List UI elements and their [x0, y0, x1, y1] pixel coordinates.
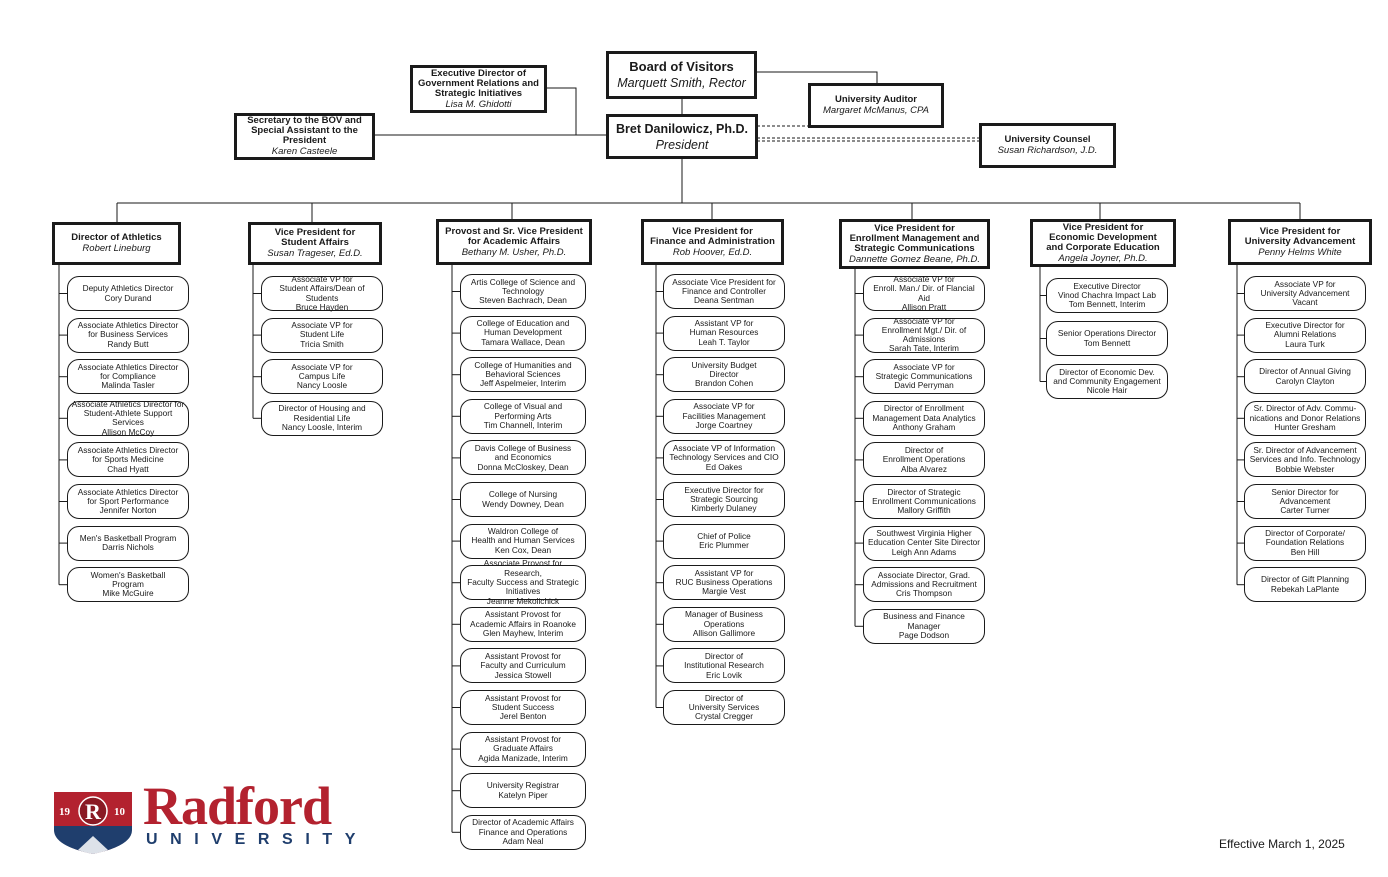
logo-subtitle: UNIVERSITY [146, 831, 369, 848]
column-head-3 [436, 219, 592, 265]
position-box [67, 359, 189, 394]
position-box [663, 524, 785, 559]
position-box [460, 440, 586, 475]
position-text: Director of Institutional Research Eric Lovik [684, 650, 764, 680]
position-box [67, 567, 189, 602]
position-box [460, 399, 586, 434]
position-text: Executive Director for Strategic Sourcing Kimberly Dulaney [684, 484, 764, 514]
counsel-box [979, 123, 1116, 168]
position-box [1046, 364, 1168, 399]
position-text: Sr. Director of Advancement Services and Info. Technology Bobbie Webster [1249, 444, 1361, 474]
position-text: Director of University Services Crystal Cregger [688, 692, 760, 722]
position-text: Senior Director for Advancement Carter Turner [1271, 486, 1339, 516]
column-head-1 [52, 222, 181, 265]
position-box [67, 442, 189, 477]
position-text: Deputy Athletics Director Cory Durand [82, 283, 174, 303]
position-text: Associate VP for Enrollment Mgt./ Dir. of Admissions Sarah Tate, Interim [881, 315, 967, 354]
position-text: Assistant VP for Human Resources Leah T. Taylor [689, 318, 759, 347]
position-box [67, 484, 189, 519]
position-box [67, 398, 189, 437]
position-box [663, 648, 785, 683]
position-box [261, 318, 383, 353]
position-box [863, 315, 985, 354]
logo-wordmark: Radford [143, 776, 332, 836]
position-text: Executive Director Vinod Chachra Impact Lab Tom Bennett, Interim [1057, 280, 1157, 310]
gov-relations-title: Executive Director of Government Relations and Strategic Initiatives [418, 67, 539, 99]
column-head-2 [248, 222, 382, 265]
counsel-title: University Counsel [1004, 134, 1091, 145]
position-box [863, 401, 985, 436]
position-box [663, 274, 785, 309]
position-box [460, 607, 586, 642]
position-box [863, 526, 985, 561]
position-box [663, 482, 785, 517]
position-box [460, 316, 586, 351]
column-head-title: Vice President for Finance and Administration [650, 225, 775, 247]
position-box [1046, 278, 1168, 313]
seal-year-left: 19 [59, 806, 70, 818]
position-text: Associate VP for Student Affairs/Dean of Students Bruce Hayden [279, 273, 365, 312]
position-text: Sr. Director of Adv. Commu- nications and Donor Relations Hunter Gresham [1249, 403, 1361, 432]
column-head-title: Vice President for University Advancement [1244, 225, 1356, 247]
position-box [663, 399, 785, 434]
position-text: Associate Athletics Director for Student-Athlete Support Services Allison McCoy [71, 398, 185, 437]
position-text: Assistant Provost for Graduate Affairs Agida Manizade, Interim [478, 734, 568, 763]
position-text: Associate VP for Enroll. Man./ Dir. of Flancial Aid Allison Pratt [873, 273, 975, 312]
position-box [460, 690, 586, 725]
secretary-title: Secretary to the BOV and Special Assistant to the President [247, 115, 362, 146]
auditor-box [808, 83, 944, 128]
column-head-7 [1228, 219, 1372, 265]
position-text: Associate VP for Student Life Tricia Smith [291, 320, 353, 349]
position-text: Associate Provost for Research, Faculty Success and Strategic Initiatives Jeanne Mekolichick [467, 558, 579, 606]
president-name: Bret Danilowicz, Ph.D. [616, 121, 748, 136]
auditor-title: University Auditor [835, 94, 917, 105]
seal-year-right: 10 [114, 806, 125, 818]
position-text: Men's Basketball Program Darris Nichols [79, 532, 177, 553]
position-box [863, 442, 985, 477]
position-text: Business and Finance Manager Page Dodson [883, 611, 965, 640]
seal-letter: R [85, 799, 101, 824]
position-box [663, 357, 785, 392]
position-text: Director of Strategic Enrollment Communications Mallory Griffith [872, 486, 976, 516]
position-text: Associate Athletics Director for Sports Medicine Chad Hyatt [77, 444, 179, 474]
position-text: Director of Economic Dev. and Community Engagement Nicole Hair [1053, 366, 1161, 396]
auditor-name: Margaret McManus, CPA [823, 105, 929, 116]
position-text: Director of Gift Planning Rebekah LaPlante [1260, 574, 1350, 594]
column-head-name: Penny Helms White [1258, 246, 1342, 258]
position-box [1244, 318, 1366, 353]
position-text: Women's Basketball Program Mike McGuire [90, 569, 166, 599]
column-head-name: Dannette Gomez Beane, Ph.D. [849, 253, 980, 265]
position-text: College of Humanities and Behavioral Sciences Jeff Aspelmeier, Interim [474, 359, 572, 389]
position-text: College of Education and Human Development Tamara Wallace, Dean [476, 318, 570, 347]
position-text: Director of Housing and Residential Life Nancy Loosle, Interim [278, 403, 366, 432]
position-box [261, 273, 383, 312]
column-head-title: Vice President for Student Affairs [274, 227, 356, 248]
position-box [1244, 401, 1366, 436]
position-box [863, 609, 985, 644]
column-head-title: Vice President for Economic Development and Corporate Education [1046, 221, 1160, 253]
position-text: Associate Athletics Director for Business Services Randy Butt [77, 320, 179, 349]
counsel-name: Susan Richardson, J.D. [997, 145, 1098, 156]
position-text: Chief of Police Eric Plummer [697, 530, 751, 551]
position-text: Director of Enrollment Operations Alba Alvarez [882, 444, 966, 474]
board-title: Board of Visitors [629, 59, 734, 74]
position-box [663, 565, 785, 600]
column-head-name: Robert Lineburg [82, 243, 151, 254]
position-box [1244, 442, 1366, 477]
column-head-name: Susan Trageser, Ed.D. [267, 248, 363, 259]
position-text: University Budget Director Brandon Cohen [691, 359, 757, 389]
column-head-5 [839, 219, 990, 269]
position-box [460, 815, 586, 850]
position-box [261, 401, 383, 436]
position-text: Director of Corporate/ Foundation Relations Ben Hill [1265, 528, 1345, 557]
position-box [67, 318, 189, 353]
position-text: Associate Vice President for Finance and Controller Deana Sentman [672, 276, 776, 306]
position-box [460, 773, 586, 808]
position-box [663, 690, 785, 725]
position-text: Associate VP for Strategic Communications David Perryman [875, 361, 973, 391]
position-box [460, 648, 586, 683]
position-box [863, 567, 985, 602]
position-text: Associate VP for Facilities Management Jorge Coartney [682, 401, 766, 430]
position-text: Manager of Business Operations Allison Gallimore [685, 609, 763, 638]
secretary-name: Karen Casteele [271, 146, 338, 157]
position-box [460, 558, 586, 606]
column-head-name: Bethany M. Usher, Ph.D. [461, 246, 567, 258]
position-box [261, 359, 383, 394]
position-box [460, 482, 586, 517]
position-box [863, 273, 985, 312]
effective-date: Effective March 1, 2025 [1219, 837, 1345, 851]
position-text: Associate VP for Campus Life Nancy Loosle [291, 361, 353, 391]
position-box [663, 607, 785, 642]
position-text: Director of Annual Giving Carolyn Clayton [1259, 366, 1351, 386]
gov-relations-name: Lisa M. Ghidotti [445, 98, 512, 110]
position-box [1244, 526, 1366, 561]
position-text: Executive Director for Alumni Relations Laura Turk [1265, 320, 1345, 349]
position-text: Director of Enrollment Management Data Analytics Anthony Graham [872, 403, 976, 432]
position-box [1046, 321, 1168, 356]
position-text: Associate Athletics Director for Sport Performance Jennifer Norton [77, 486, 179, 516]
position-box [663, 316, 785, 351]
position-box [1244, 484, 1366, 519]
position-text: Director of Academic Affairs Finance and Operations Adam Neal [472, 817, 574, 846]
position-box [67, 526, 189, 561]
position-text: Associate VP of Information Technology Services and CIO Ed Oakes [669, 442, 779, 472]
position-box [1244, 359, 1366, 394]
column-head-title: Director of Athletics [71, 232, 162, 243]
position-text: Davis College of Business and Economics Donna McCloskey, Dean [474, 442, 572, 472]
gov-relations-box [410, 65, 547, 113]
column-head-title: Vice President for Enrollment Management and Strategic Communications [849, 222, 980, 254]
position-box [1244, 276, 1366, 311]
position-text: Associate Athletics Director for Compliance Malinda Tasler [77, 361, 179, 391]
position-text: Assistant VP for RUC Business Operations Margie Vest [675, 567, 773, 597]
column-head-4 [641, 219, 784, 265]
position-box [663, 440, 785, 475]
position-box [863, 484, 985, 519]
position-text: Assistant Provost for Academic Affairs in Roanoke Glen Mayhew, Interim [470, 609, 576, 638]
position-box [1244, 567, 1366, 602]
board-of-visitors-box [606, 51, 757, 99]
position-box [460, 732, 586, 767]
column-head-title: Provost and Sr. Vice President for Academic Affairs [445, 225, 583, 247]
position-box [460, 274, 586, 309]
position-box [460, 524, 586, 559]
position-text: University Registrar Katelyn Piper [486, 780, 560, 800]
president-title: President [655, 137, 709, 152]
position-text: Senior Operations Director Tom Bennett [1057, 328, 1157, 348]
position-text: College of Nursing Wendy Downey, Dean [482, 489, 564, 509]
position-text: Artis College of Science and Technology Steven Bachrach, Dean [470, 276, 576, 306]
secretary-box [234, 113, 375, 160]
board-rector-name: Marquett Smith, Rector [617, 76, 746, 90]
position-text: Associate VP for University Advancement Vacant [1260, 278, 1350, 308]
position-text: Waldron College of Health and Human Services Ken Cox, Dean [471, 526, 575, 555]
column-head-name: Angela Joyner, Ph.D. [1058, 252, 1148, 264]
position-text: Associate Director, Grad. Admissions and Recruitment Cris Thompson [871, 569, 977, 599]
position-text: College of Visual and Performing Arts Tim Channell, Interim [483, 401, 563, 430]
position-box [67, 276, 189, 311]
position-text: Assistant Provost for Faculty and Curriculum Jessica Stowell [480, 650, 566, 680]
position-text: Southwest Virginia Higher Education Center Site Director Leigh Ann Adams [867, 528, 981, 557]
president-box [606, 114, 758, 159]
position-text: Assistant Provost for Student Success Jerel Benton [484, 692, 562, 722]
column-head-6 [1030, 219, 1176, 267]
column-head-name: Rob Hoover, Ed.D. [672, 246, 753, 258]
position-box [863, 359, 985, 394]
position-box [460, 357, 586, 392]
